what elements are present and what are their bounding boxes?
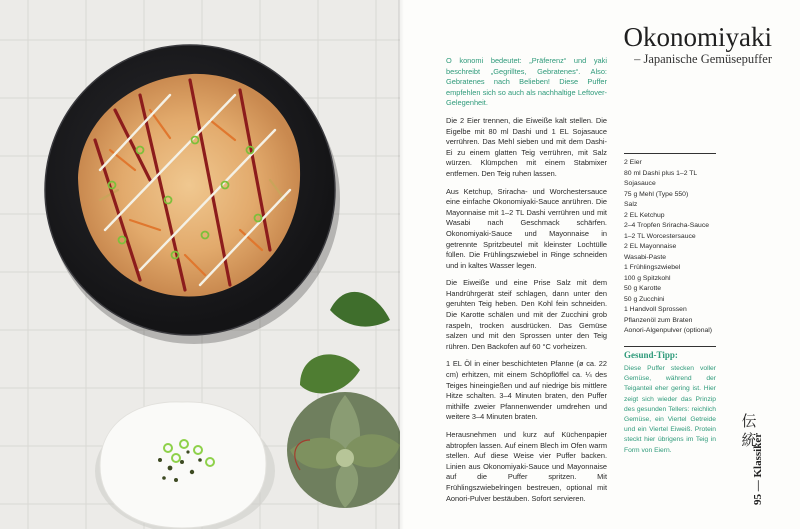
ingredient-item: 2 Eier: [624, 159, 642, 166]
ingredient-item: Sojasauce: [624, 180, 656, 187]
ingredient-item: 50 g Karotte: [624, 285, 662, 292]
ingredient-item: 100 g Spitzkohl: [624, 274, 671, 282]
ingredient-item: 2 EL Ketchup: [624, 211, 665, 219]
recipe-step: Aus Ketchup, Sriracha- und Worchestersauce eine einfache Okonomiyaki-Sauce anrühren. Die Mayonnaise mit 1–2 TL Dashi verrühren und mit Wasabi nach Geschmack schärfen. Okonomiyaki-Sauce und Mayonnaise in getrennte Spritzbeutel mit kleinster Lochtülle füllen. Die Frühlingszwiebel in Ringe schneiden und in kaltes Wasser legen.: [446, 186, 607, 270]
ingredient-item: 1–2 TL Worcestersauce: [624, 232, 696, 240]
page-folio: [752, 433, 764, 505]
ingredient-item: 75 g Mehl (Type 550): [624, 190, 689, 198]
ingredient-item: Salz: [624, 201, 638, 208]
section-label: Klassiker: [752, 432, 764, 478]
ingredient-item: 2–4 Tropfen Sriracha-Sauce: [624, 222, 710, 229]
health-tip-text: Diese Puffer stecken voller Gemüse, während der Teiganteil eher gering ist. Hier zeigt sich wieder das Prinzip des gesunden Tellers: reichlich Gemüse, ein Viertel Getreide und ein Viertel Eiweiß. Protein steckt hier übrigens im Teig in Form von Eiern.: [624, 365, 716, 454]
health-tip-box: [624, 346, 716, 456]
kanji-char: 伝: [741, 412, 757, 430]
ingredient-list: [624, 153, 716, 337]
kanji-char: 統: [741, 431, 757, 449]
ingredient-item: 1 Handvoll Sprossen: [624, 306, 687, 313]
ingredient-item: Pflanzenöl zum Braten: [624, 316, 693, 324]
recipe-intro: O konomi bedeutet: „Präferenz“ und yaki beschreibt „Gegrilltes, Gebratenes“. Also: Gebratenes nach Belieben! Diese Puffer empfehlen sich so auch als nachhaltige Leftover-Gelegenheit.: [446, 56, 607, 108]
ingredient-item: Aonori-Algenpulver (optional): [624, 327, 713, 334]
folio-dash: —: [752, 480, 764, 492]
ingredient-item: 1 Frühlingszwiebel: [624, 264, 681, 271]
recipe-step: Herausnehmen und kurz auf Küchenpapier abtropfen lassen. Auf einem Blech im Ofen warm stellen. Auf diese Weise vier Puffer backen. Linien aus Okonomiyaki-Sauce und Mayonnaise auf die Puffer spritzen. Mit Frühlingszwiebelringen bestreuen, optional mit Aonori-Pulver bestäuben. Sofort servieren.: [446, 430, 607, 503]
recipe-subtitle: – Japanische Gemüsepuffer: [634, 52, 772, 66]
recipe-step: Die Eiweiße und eine Prise Salz mit dem Handrührgerät steif schlagen, dann unter den geruhten Teig heben. Den Kohl fein schneiden. Die Karotte schälen und mit der Zucchini grob raspeln, trocken ausdrücken. Das Gemüse salzen und mit den Sprossen unter den Teig rühren. Den Backofen auf 60 °C vorheizen.: [446, 278, 607, 351]
recipe-step: Die 2 Eier trennen, die Eiweiße kalt stellen. Die Eigelbe mit 80 ml Dashi und 1 EL Sojasauce verrühren. Das Mehl sieben und mit dem Dashi-Ei zu einem glatten Teig verrühren, mit Salz würzen. Klümpchen mit einem Stabmixer entfernen. Den Teig ruhen lassen.: [446, 115, 607, 178]
health-tip-title: Gesund-Tipp:: [624, 350, 678, 360]
ingredient-item: 80 ml Dashi plus 1–2 TL: [624, 169, 698, 177]
ingredient-item: Wasabi-Paste: [624, 253, 667, 261]
page-number: 95: [752, 494, 764, 505]
ingredient-item: 2 EL Mayonnaise: [624, 243, 677, 250]
book-gutter: [398, 0, 404, 529]
recipe-instructions: [446, 56, 607, 511]
recipe-title: Okonomiyaki: [623, 22, 772, 52]
recipe-step: 1 EL Öl in einer beschichteten Pfanne (ø ca. 22 cm) erhitzen, mit einem Schöpflöffel ca. ¼ des Teiges hineingießen und auf niedrige bis mittlere Hitze schalten. 3–4 Minuten braten, den Puffer mithilfe zweier Pfannenwender umdrehen und weitere 3–4 Minuten braten.: [446, 359, 607, 422]
ingredient-item: 50 g Zucchini: [624, 295, 665, 303]
